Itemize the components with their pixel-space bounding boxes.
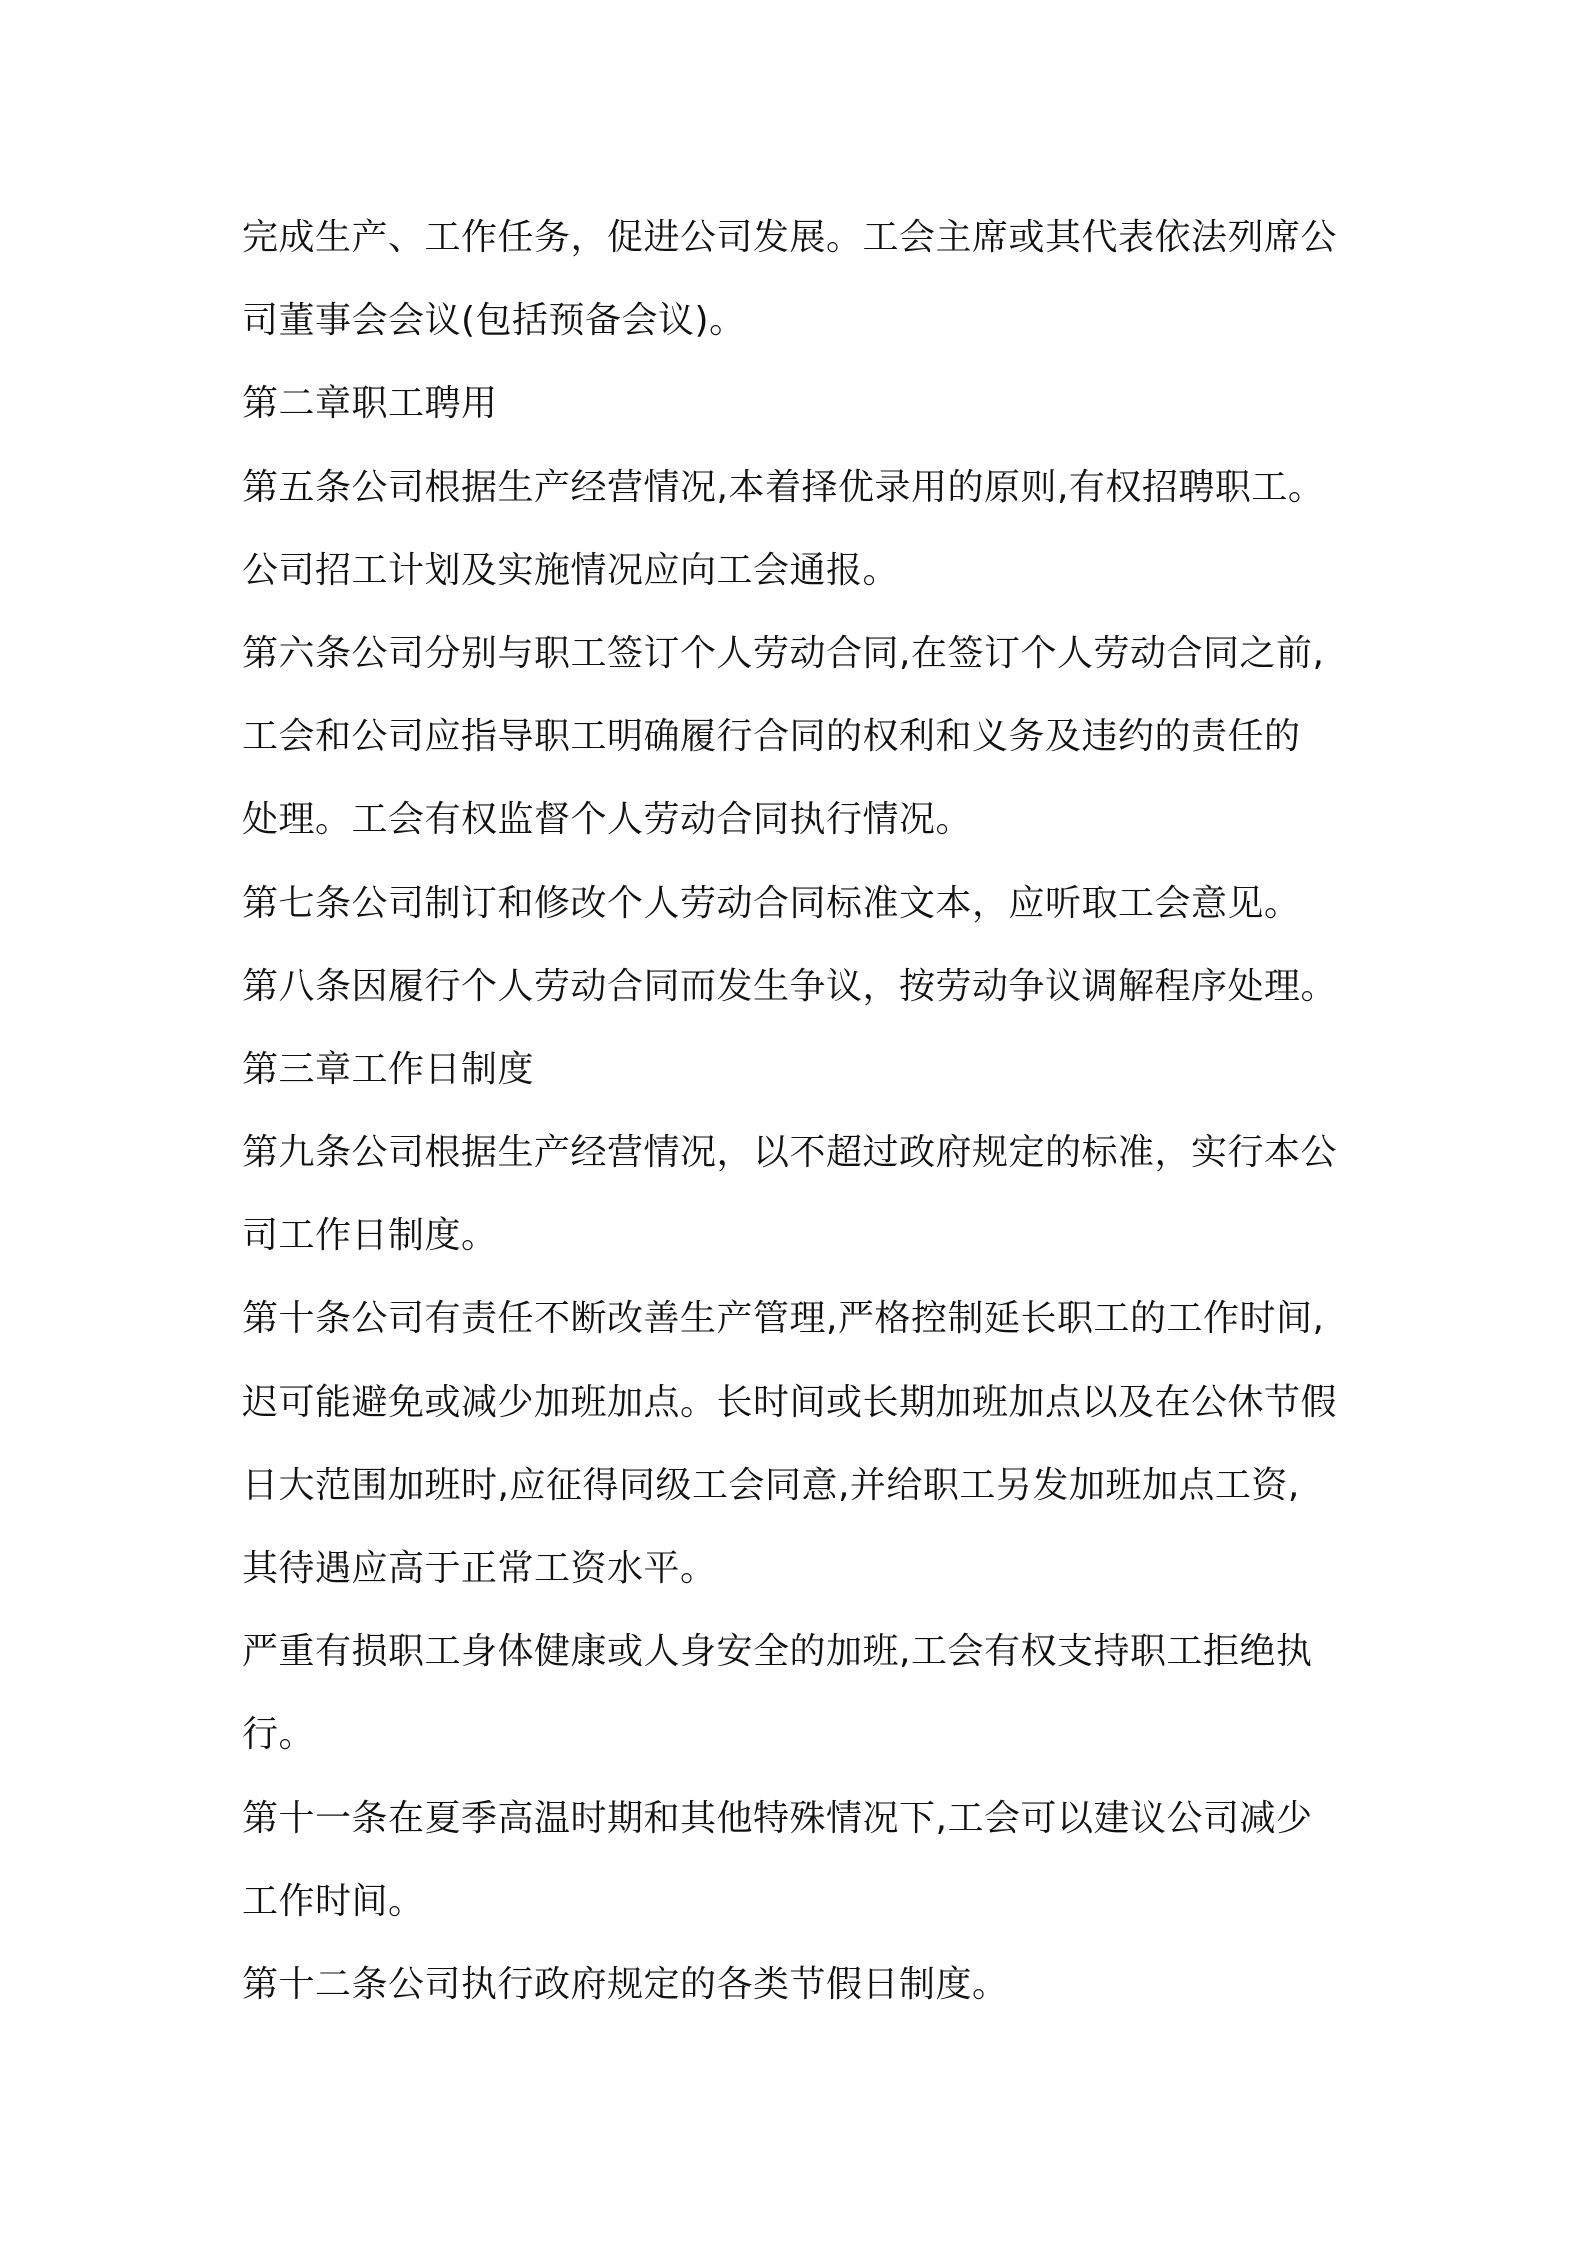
text-line: 工会和公司应指导职工明确履行合同的权利和义务及违约的责任的 [242,716,1301,758]
text-line: 完成生产、工作任务，促进公司发展。工会主席或其代表依法列席公 [242,217,1338,258]
text-line: 第十二条公司执行政府规定的各类节假日制度。 [242,1963,1009,2005]
text-line: 第十一条在夏季高温时期和其他特殊情况下,工会可以建议公司减少 [242,1797,1313,1839]
chapter-heading: 第三章工作日制度 [242,1048,535,1090]
text-line: 第六条公司分别与职工签订个人劳动合同,在签订个人劳动合同之前, [242,632,1325,674]
text-line: 工作时间。 [242,1880,425,1922]
text-line: 处理。工会有权监督个人劳动合同执行情况。 [242,799,973,841]
text-line: 迟可能避免或减少加班加点。长时间或长期加班加点以及在公休节假 [242,1381,1338,1423]
text-line: 第八条因履行个人劳动合同而发生争议，按劳动争议调解程序处理。 [242,965,1338,1007]
text-line: 行。 [242,1714,316,1756]
text-line: 第十条公司有责任不断改善生产管理,严格控制延长职工的工作时间, [242,1298,1325,1340]
text-line: 第五条公司根据生产经营情况,本着择优录用的原则,有权招聘职工。 [242,466,1325,508]
text-line: 司董事会会议(包括预备会议)。 [242,300,746,342]
text-line: 其待遇应高于正常工资水平。 [242,1548,717,1589]
text-line: 严重有损职工身体健康或人身安全的加班,工会有权支持职工拒绝执 [242,1631,1313,1673]
text-line: 日大范围加班时,应征得同级工会同意,并给职工另发加班加点工资, [242,1464,1300,1506]
chapter-heading: 第二章职工聘用 [242,383,498,425]
document-body [242,196,1372,2026]
text-line: 公司招工计划及实施情况应向工会通报。 [242,549,900,591]
text-line: 司工作日制度。 [242,1215,498,1257]
text-line: 第七条公司制订和修改个人劳动合同标准文本，应听取工会意见。 [242,882,1301,924]
text-line: 第九条公司根据生产经营情况，以不超过政府规定的标准，实行本公 [242,1132,1338,1174]
